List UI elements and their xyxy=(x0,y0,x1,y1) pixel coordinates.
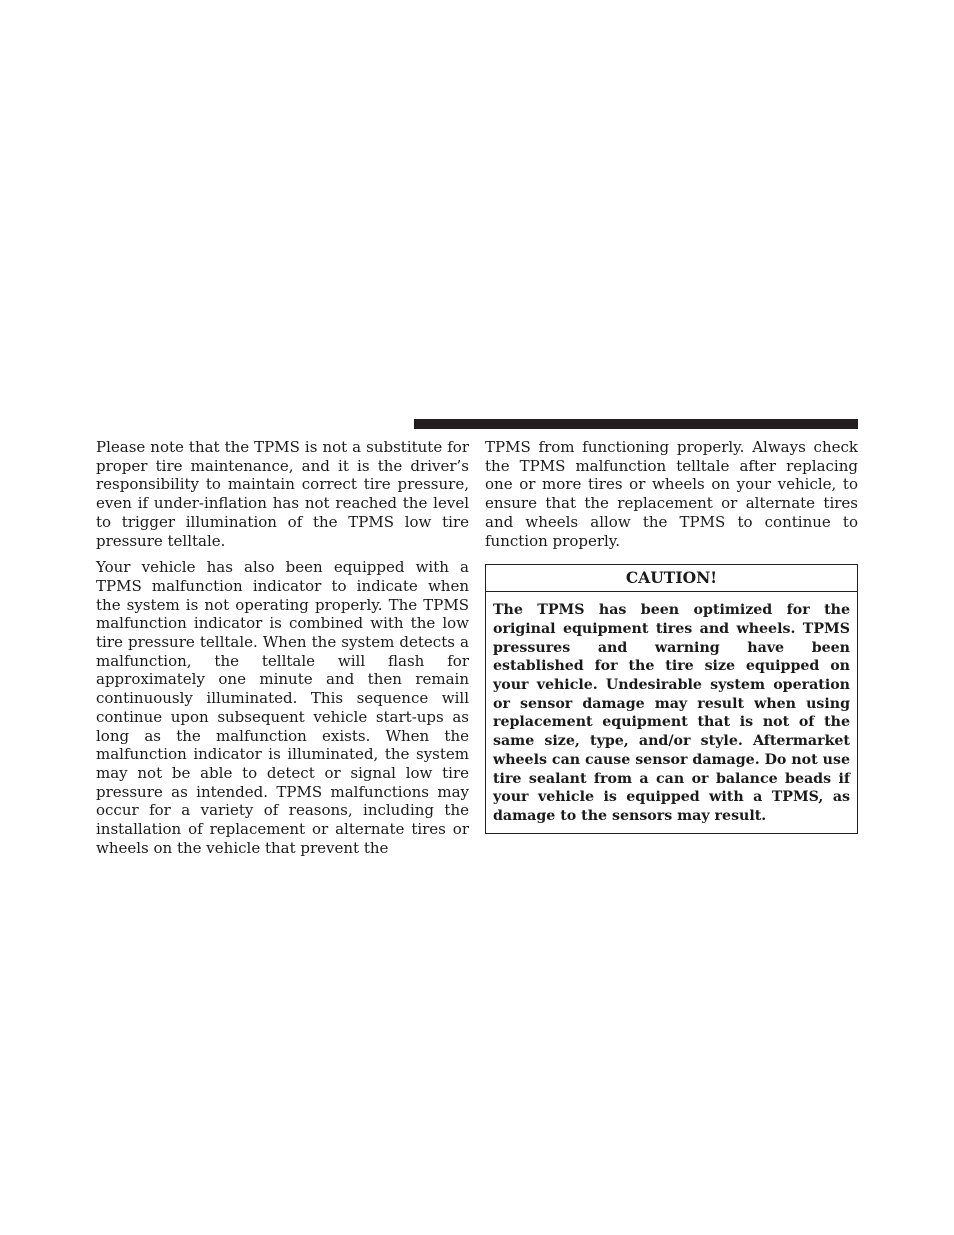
caution-title: CAUTION! xyxy=(486,565,857,592)
caution-box xyxy=(485,564,858,833)
right-column xyxy=(485,438,858,834)
left-column xyxy=(96,438,469,865)
left-paragraph-1: Please note that the TPMS is not a substitute for proper tire maintenance, and it is the driver’s responsibility to maintain correct tire pressure, even if under-inflation has not reached the level to trigger illumination of the TPMS low tire pressure telltale. xyxy=(96,438,469,550)
caution-body: The TPMS has been optimized for the original equipment tires and wheels. TPMS pressures and warning have been established for the tire size equipped on your vehicle. Undesirable system operation or sensor damage may result when using replacement equipment that is not of the same size, type, and/or style. Aftermarket wheels can cause sensor damage. Do not use tire sealant from a can or balance beads if your vehicle is equipped with a TPMS, as damage to the sensors may result. xyxy=(493,602,850,824)
left-paragraph-2: Your vehicle has also been equipped with a TPMS malfunction indicator to indicate when the system is not operating properly. The TPMS malfunction indicator is combined with the low tire pressure telltale. When the system detects a malfunction, the telltale will flash for approximately one minute and then remain continuously illuminated. This sequence will continue upon subsequent vehicle start-ups as long as the malfunction exists. When the malfunction indicator is illuminated, the system may not be able to detect or signal low tire pressure as intended. TPMS malfunctions may occur for a variety of reasons, including the installation of replacement or alternate tires or wheels on the vehicle that prevent the xyxy=(96,558,469,857)
right-paragraph-1: TPMS from functioning properly. Always check the TPMS malfunction telltale after replacing one or more tires or wheels on your vehicle, to ensure that the replacement or alternate tires and wheels allow the TPMS to continue to function properly. xyxy=(485,438,858,550)
header-rule xyxy=(414,419,858,429)
